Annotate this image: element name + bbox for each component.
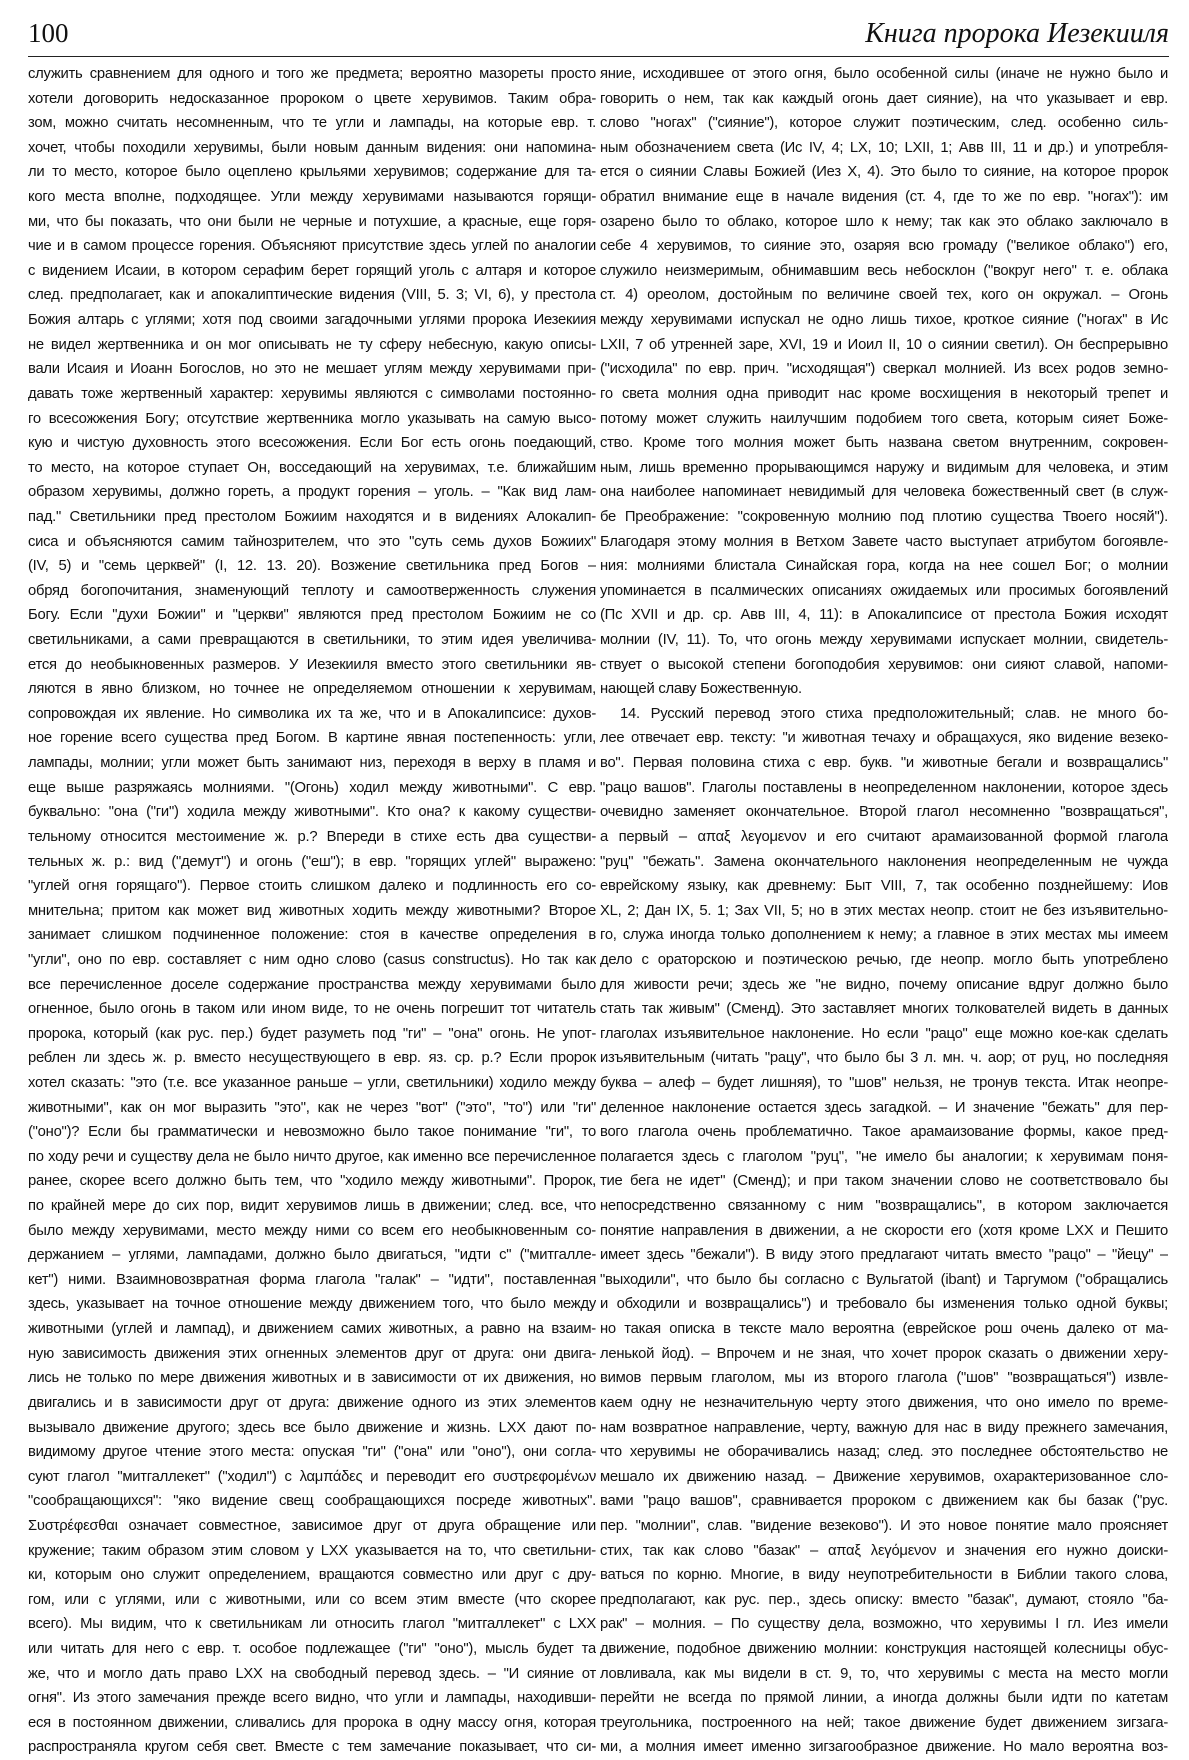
text-line: движение, подобное движению молнии: конструкция настоящей колесницы обус- <box>600 1641 1168 1657</box>
text-line: пад." Светильники пред престолом Божиим находятся и в видениях Алокалип- <box>28 508 596 525</box>
text-line: ным обозначением света (Ис IV, 4; LX, 10; LXII, 1; Авв III, 11 и др.) и употребля- <box>600 139 1168 156</box>
text-line: но такая описка в тексте мало вероятна (еврейское рош очень далеко от ма- <box>600 1321 1168 1338</box>
text-line: буквально: "она ("ги") ходила между животными". Кто она? к какому существи- <box>28 804 596 821</box>
text-line: "руц" "бежать". Замена окончательного наклонения неопределенным не чужда <box>600 853 1168 870</box>
text-line: еврейскому языку, как древнему: Быт VIII, 7, так особенно позднейшему: Иов <box>600 878 1168 895</box>
text-line: пророка, который (как рус. пер.) будет разуметь под "ги" – "она" огонь. Не упот- <box>28 1025 596 1042</box>
text-line: с видением Исаии, в котором серафим берет горящий уголь с алтаря и которое <box>28 262 596 279</box>
text-line: кет") ними. Взаимновозвратная форма глагола "галак" – "идти", поставленная <box>28 1271 596 1288</box>
text-line: озарено было то облако, которое шло к нему; так как это облако заключало в <box>600 213 1168 230</box>
text-line: служило неизмеримым, обнимавшим весь небосклон ("вокруг него" т. е. облака <box>600 262 1168 279</box>
text-line: хотел сказать: "это (т.е. все указанное раньше – угли, светильники) ходило между <box>28 1074 596 1091</box>
text-line: XL, 2; Дан IX, 5. 1; Зах VII, 5; но в этих местах неопр. стоит не без изъявительно- <box>600 902 1168 919</box>
text-line: видимому другое чтение этого места: опуская "ги" ("она" или "оно"), они согла- <box>28 1444 596 1461</box>
text-line: имеет здесь "бежали"). В виду этого предлагают читать вместо "рацо" – "йецу" – <box>600 1247 1168 1264</box>
text-line: обряд богопочитания, знаменующий теплоту и самоотверженность служения <box>28 582 596 599</box>
text-line: не видел жертвенника и он мог описывать не ту сферу небесную, какую описы- <box>28 336 596 353</box>
text-line: распространяла кругом себя свет. Вместе с тем замечание показывает, что си- <box>28 1739 596 1756</box>
text-line: ляются в явно близком, но точнее не определяемом отношении к херувимам, <box>28 681 596 698</box>
text-line: ство. Кроме того молния может быть названа светом внутренним, сокровен- <box>600 435 1168 452</box>
text-line: или читать для него с евр. т. особое подлежащее ("ги" "оно"), мысль будет та <box>28 1641 596 1657</box>
text-line: хочет, чтобы походили херувимы, были новым данным видения: они напомина- <box>28 139 596 156</box>
text-line: во". Первая половина стиха с евр. букв. "и животные бегали и возвращались" <box>600 755 1168 772</box>
text-line: ("исходила" по евр. прич. "исходящая") сверкал молнией. Из всех родов земно- <box>600 361 1168 378</box>
text-line: держанием – углями, лампадами, должно было двигаться, "идти с" ("митгаллe- <box>28 1247 596 1264</box>
text-line: Συστρέφεσθαι означает совместное, зависимое друг от друга обращение или <box>28 1517 596 1534</box>
text-line: рак" – молния. – По существу дела, возможно, что херувимы I гл. Иез имели <box>600 1616 1168 1633</box>
text-line: ния: молниями блистала Синайская гора, когда на нее сошел Бог; о молнии <box>600 558 1168 575</box>
text-line: то место, на которое ступает Он, восседающий на херувимах, т.е. ближайшим <box>28 459 596 476</box>
text-line: (IV, 5) и "семь церквей" (I, 12. 13. 20). Возжение светильника пред Богов – <box>28 558 596 575</box>
text-line: молнии (IV, 11). То, что огонь между херувимами испускает молнии, свидетель- <box>600 632 1168 649</box>
text-line: ствует о высокой степени богоподобия херувимов: они сияют славой, напоми- <box>600 656 1168 673</box>
text-line: реблен ли здесь ж. р. вместо несуществующего в евр. яз. ср. р.? Если пророк <box>28 1050 596 1067</box>
text-line: деленное наклонение остается здесь загадкой. – И значение "бежать" для пер- <box>600 1099 1168 1116</box>
page-header <box>28 8 1169 57</box>
text-line: говорить о нем, так как каждый огонь дает сияние), на что указывает и евр. <box>600 90 1168 107</box>
text-line: а первый – απαξ λεγομενον и его считают арамаизованной формой глагола <box>600 828 1168 845</box>
text-line: служить сравнением для одного и того же предмета; вероятно мазореты просто <box>28 66 596 82</box>
text-line: что херувимы не оборачивались назад; след. это последнее обстоятельство не <box>600 1444 1168 1461</box>
text-line: всего). Мы видим, что к светильникам ли относить глагол "митгаллекет" с LXX <box>28 1616 596 1633</box>
text-line: ленькой йод). – Впрочем и не зная, что хочет пророк сказать о движении херу- <box>600 1345 1168 1362</box>
text-line: гом, или с углями, или с животными, или со всем этим вместе (что скорее <box>28 1591 596 1608</box>
text-line: сиса и объясняются самим тайнозрителем, что это "суть семь духов Божиих" <box>28 533 596 550</box>
text-line: мешало их движению назад. – Движение херувимов, охарактеризованное сло- <box>600 1468 1168 1485</box>
text-line: го, служа иногда только дополнением к нему; а главное в этих местах мы имеем <box>600 927 1168 944</box>
text-line: еще выше разряжаясь молниями. "(Огонь) ходил между животными". С евр. <box>28 779 596 796</box>
text-line: обратил внимание еще в начале видения (ст. 4, где то же по евр. "ногах"): им <box>600 189 1168 206</box>
text-line: изъявительным (читать "рацу", что было бы 3 л. мн. ч. аор; от руц, но последняя <box>600 1050 1168 1067</box>
text-line: лее отвечает евр. тексту: "и животная течаху и обращахуся, яко видение везеко- <box>600 730 1168 747</box>
text-line: предполагают, как рус. пер., здесь описку: вместо "базак", думают, стояло "ба- <box>600 1591 1168 1608</box>
text-line: тельных ж. р.: вид ("демут") и огонь ("еш"); в евр. "горящих углей" выражено: <box>28 853 596 870</box>
text-line: по крайней мере до сих пор, видит херувимов лишь в движении; след. все, что <box>28 1198 596 1215</box>
text-line: тельному относится местоимение ж. р.? Впереди в стихе есть два существи- <box>28 828 596 845</box>
text-line: вого глагола очень проблематично. Такое арамаизование формы, какое пред- <box>600 1124 1168 1141</box>
text-line: она наиболее напоминает невидимый для человека божественный свет (в служ- <box>600 484 1168 501</box>
text-line: непосредственно связанному с ним "возвращались", в котором заключается <box>600 1198 1168 1215</box>
text-line: полагается здесь с глаголом "руц", "не имело бы аналогии; к херувимам поня- <box>600 1148 1168 1165</box>
text-line: стать так живым" (Сменд). Это заставляет многих толкователей видеть в данных <box>600 1001 1168 1018</box>
text-line: ли то место, которое было оцеплено крыльями херувимов; содержание для та- <box>28 164 596 181</box>
text-line: кружение; таким образом этим словом у LXX указывается на то, что светильни- <box>28 1542 596 1559</box>
text-line: сопровождая их явление. Но символика их та же, что и в Апокалипсисе: духов- <box>28 705 596 722</box>
text-line: двигались и в зависимости друг от друга: движение одного из этих элементов <box>28 1394 596 1411</box>
text-line: нам возвратное направление, черту, важную для нас в виду прежнего замечания, <box>600 1419 1168 1436</box>
text-line: тие бега не идет" (Сменд); и при таком значении слово не соответствовало бы <box>600 1173 1168 1190</box>
text-line: кую и чистую духовность этого всесожжения. Если Бог есть огонь поедающий, <box>28 435 596 452</box>
text-line: зом, можно считать несомненным, что те угли и лампады, на которые евр. т. <box>28 115 596 132</box>
text-line: огненное, было огонь в таком или ином виде, то не очень погрешит тот читатель <box>28 1001 596 1018</box>
text-line: Благодаря этому молния в Ветхом Завете часто выступает атрибутом богоявле- <box>600 533 1168 550</box>
text-line: нающей славу Божественную. <box>600 681 802 698</box>
text-line: "угли", оно по евр. составляет с ним одно слово (casus constructus). Но так как <box>28 951 596 968</box>
text-line: кого места вполне, подходящее. Угли между херувимами называются горящи- <box>28 189 596 206</box>
text-line: суют глагол "митгаллекет" ("ходил") с λαμπάδες и переводит его συστρεφομένων <box>28 1468 596 1485</box>
text-line: стих, так как слово "базак" – απαξ λεγόμενον и значения его нужно доиски- <box>600 1542 1168 1559</box>
text-line: здесь, указывает на точное отношение между движением того, что было между <box>28 1296 596 1313</box>
text-line: слово "ногах" ("сияние"), которое служит поэтическим, след. особенно силь- <box>600 115 1168 132</box>
text-line: го света молния одна приводит нас кроме восхищения в некоторый трепет и <box>600 385 1168 402</box>
right-text-column <box>600 62 1168 1760</box>
text-line: животными", как он мог выразить "это", как не через "вот" ("это", "то") или "ги" <box>28 1099 596 1116</box>
text-line: вызывало движение другого; здесь все было движение и жизнь. LXX дают по- <box>28 1419 596 1436</box>
text-line: вами "рацо вашов", сравнивается пророком с движением как бы базак ("рус. <box>600 1493 1168 1510</box>
text-line: яние, исходившее от этого огня, было особенной силы (иначе не нужно было и <box>600 66 1168 82</box>
text-line: животными (углей и лампад), и движением самих животных, а равно на взаим- <box>28 1321 596 1338</box>
text-line: пер. "молнии", слав. "видение везеково"). И это новое понятие мало проясняет <box>600 1517 1168 1534</box>
text-line: упоминается в псалмических описаниях ожидаемых или просимых богоявлений <box>600 582 1168 599</box>
text-line: потому может служить наилучшим подобием того света, которым сияет Боже- <box>600 410 1168 427</box>
text-line: Богу. Если "духи Божии" и "церкви" являются пред престолом Божиим не со <box>28 607 596 624</box>
text-line: для живости речи; здесь же "не видно, почему описание вдруг должно было <box>600 976 1168 993</box>
text-line: "сообращающихся": "яко видение свещ сообращающихся посреде животных". <box>28 1493 596 1510</box>
text-line: бе Преображение: "сокровенную молнию под плотию существа Твоего носяй"). <box>600 508 1168 525</box>
text-line: "углей огня горящаго"). Первое стоить слишком далеко и подлинность его со- <box>28 878 596 895</box>
text-line: светильниками, а сами превращаются в светильники, то этим идея увеличива- <box>28 632 596 649</box>
text-line: по ходу речи и существу дела не было ничто другое, как именно все перечисленное <box>28 1148 596 1165</box>
text-line: Божия алтарь с углями; хотя под своими загадочными углями пророка Иезекиия <box>28 312 596 329</box>
text-line: ранее, скорее всего должно быть тем, что "ходило между животными". Пророк, <box>28 1173 596 1190</box>
text-line: лись не только по мере движения животных и в зависимости от их движения, но <box>28 1370 596 1387</box>
text-line: ст. 4) ореолом, достойным по величине своей тех, кого он окружал. – Огонь <box>600 287 1168 304</box>
text-line: ваться по корню. Многие, в виду неупотребительности в Библии такого слова, <box>600 1567 1168 1584</box>
text-line: образом херувимы, должно гореть, а продукт горения – уголь. – "Как вид лам- <box>28 484 596 501</box>
text-line: "выходили", что было бы согласно с Вульгатой (ibant) и Таргумом ("обращались <box>600 1271 1168 1288</box>
text-line: дело с ораторскою и поэтическою речью, где неопр. могло быть употреблено <box>600 951 1168 968</box>
text-line: и обходили и возвращались") и требовало бы изменения только одной буквы; <box>600 1296 1168 1313</box>
text-line: давать тоже жертвенный характер: херувимы являются с символами постоянно- <box>28 385 596 402</box>
text-line: LXII, 7 об утренней заре, XVI, 19 и Иоил II, 10 о сиянии светил). Он беспрерывно <box>600 336 1168 353</box>
text-line: было между херувимами, место между ними со всем его необыкновенным со- <box>28 1222 596 1239</box>
text-line: между херувимами испускал не одно лишь тихое, кроткое сияние ("ногах" в Ис <box>600 312 1168 329</box>
text-line: "рацо вашов". Глаголы поставлены в неопределенном наклонении, которое здесь <box>600 779 1168 796</box>
page-number: 100 <box>28 18 69 48</box>
text-line: глаголах изъявительное наклонение. Но если "рацо" еще можно кое-как сделать <box>600 1025 1168 1042</box>
text-line: ми, что бы показать, что они были не черные и потухшие, а красные, еще горя- <box>28 213 596 230</box>
text-line: чие и в самом процессе горения. Объясняют присутствие здесь углей по аналогии <box>28 238 596 255</box>
text-line: го всесожжения Богу; отсутствие жертвенника могло указывать на самую высо- <box>28 410 596 427</box>
text-line: занимает слишком подчиненное положение: стоя в качестве определения в <box>28 927 596 944</box>
text-line: ется о сиянии Славы Божией (Иез X, 4). Это было то сияние, на которое пророк <box>600 164 1168 181</box>
text-line: мнительна; притом как может вид животных ходить между животными? Второе <box>28 902 596 919</box>
text-line: понятие направления в движении, а не скорости его (хотя кроме LXX и Пешито <box>600 1222 1168 1239</box>
text-line: каем одну не незначительную черту этого движения, что оно имело по време- <box>600 1394 1168 1411</box>
text-line: лампады, молнии; угли может быть занимают низ, переходя в верху в пламя и <box>28 755 596 772</box>
text-line: ное горение всего существа пред Богом. В картине явная постепенность: угли, <box>28 730 596 747</box>
text-line: все перечисленное доселе содержание пространства между херувимами было <box>28 976 596 993</box>
text-line: ми, а молния имеет именно зигзагообразное движение. Но мало вероятна воз- <box>600 1739 1168 1756</box>
text-line: ную зависимость движения этих огненных элементов друг от друга: они двига- <box>28 1345 596 1362</box>
text-line: очевидно заменяет окончательное. Второй глагол несомненно "возвращаться", <box>600 804 1168 821</box>
text-line: еся в постоянном движении, сливались для пророка в одну массу огня, которая <box>28 1714 596 1731</box>
text-line: ным, лишь временно прорывающимся наружу и видимым для человека, и этим <box>600 459 1168 476</box>
text-line: ки, которым оно служит определением, вращаются совместно или друг с дру- <box>28 1567 596 1584</box>
text-line: перейти не всегда по прямой линии, а иногда должны были идти по катетам <box>600 1690 1168 1707</box>
text-line: хотели договорить недосказанное пророком о цвете херувимов. Таким обра- <box>28 90 596 107</box>
text-line: след. предполагает, как и апокалиптические видения (VIII, 5. 3; VI, 6), у престола <box>28 287 596 304</box>
text-line: ловливала, как мы видели в ст. 9, то, что херувимы с места на место могли <box>600 1665 1168 1682</box>
text-line: огня". Из этого замечания прежде всего видно, что угли и лампады, находивши- <box>28 1690 596 1707</box>
text-line: 14. Русский перевод этого стиха предположительный; слав. не много бо- <box>620 705 1168 722</box>
text-line: же, что и могло дать право LXX на свободный перевод здесь. – "И сияние от <box>28 1665 596 1682</box>
running-title: Книга пророка Иезекииля <box>865 18 1169 49</box>
text-line: ется до необыкновенных размеров. У Иезекииля вместо этого светильники яв- <box>28 656 596 673</box>
text-line: (Пс XVII и др. ср. Авв III, 4, 11): в Апокалипсисе от престола Божия исходят <box>600 607 1168 624</box>
text-line: треугольника, построенного на ней; такое движение будет движением зигзага- <box>600 1714 1168 1731</box>
text-line: ("оно")? Если бы грамматически и невозможно было такое понимание "ги", то <box>28 1124 596 1141</box>
text-line: себе 4 херувимов, то сияние это, озаряя всю громаду ("великое облако") его, <box>600 238 1168 255</box>
text-line: вимов первым глаголом, мы из второго глагола ("шов" "возвращаться") извле- <box>600 1370 1168 1387</box>
left-text-column <box>28 62 596 1760</box>
text-line: буква – алеф – будет лишняя), то "шов" нельзя, не тронув текста. Итак неопре- <box>600 1074 1168 1091</box>
text-line: вали Исаия и Иоанн Богослов, но это не мешает углям между херувимами при- <box>28 361 596 378</box>
